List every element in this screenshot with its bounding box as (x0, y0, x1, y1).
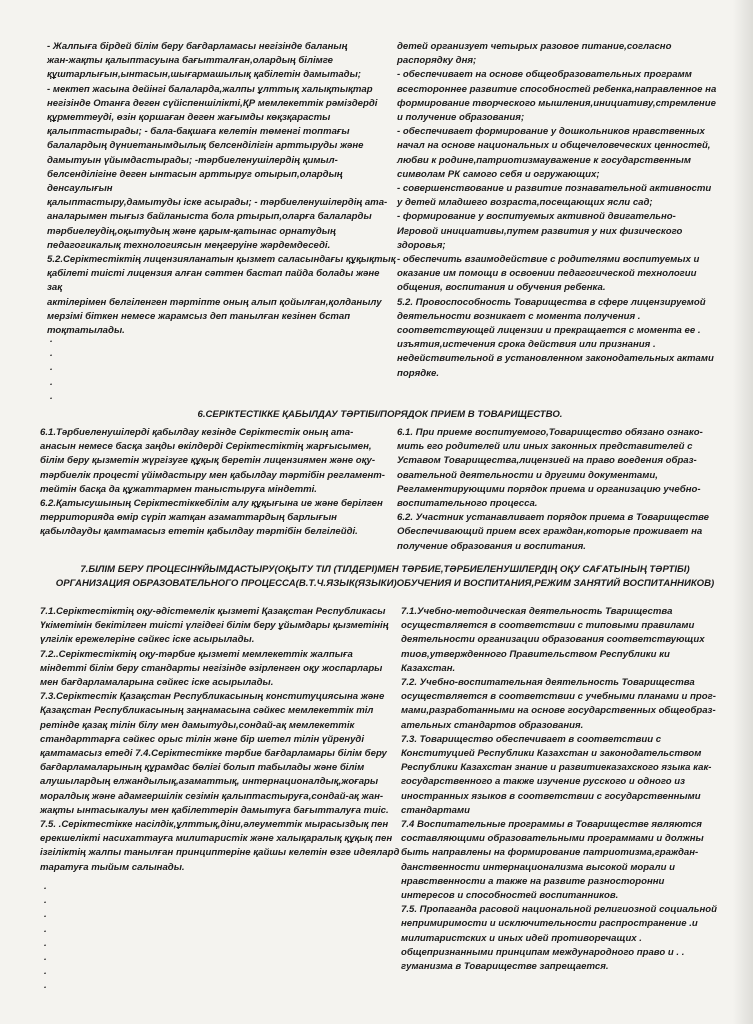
text-line: гуманизма в Товариществе запрещается. (401, 961, 609, 973)
text-line: тиов,утвержденного Правительством Республики ки (401, 648, 670, 660)
list-dot-marker: . (44, 937, 47, 949)
text-line: начал на основе национальных и общечеловеческих ценностей, (397, 140, 711, 152)
text-line: составляющими образовательными программами и должны (401, 833, 704, 845)
text-line: Казахстан. (401, 662, 456, 674)
text-line: 7.5. Пропаганда расовой национальной религиозной социальной (401, 904, 717, 916)
text-line: таратуға тыйым салынады. (40, 861, 185, 873)
section6-russian-column (397, 426, 732, 554)
text-line: здоровья; (397, 239, 446, 251)
section7-heading-kazakh: 7.БІЛІМ БЕРУ ПРОЦЕСІНҰЙЫМДАСТЫРУ(ОҚЫТУ ТІЛ (ТІЛДЕРІ)МЕН ТӘРБИЕ,ТӘРБИЕЛЕНУШІЛЕРДІҢ ОҚУ САҒАТЫНЫҢ ТӘРТІБІ) (80, 564, 690, 575)
list-dot-marker: . (44, 951, 47, 963)
text-line: стандартами (401, 804, 470, 816)
text-line: формирование творческого мышления,инициативу,стремление (397, 97, 716, 109)
text-line: қабілеті тиісті лицензия алған сәттен бастап пайда болады және зақ (47, 268, 380, 294)
text-line: тәрбиелеудің,оқытудың және қарым-қатынас орнатудың (47, 225, 336, 237)
text-line: Уставом Товарищества,лицензией на право воедения образ- (397, 455, 697, 467)
text-line: білім беру қызметін жүргізуге құқық беретін лицензиямен және оқу- (40, 455, 376, 467)
text-line: 7.3. Товарищество обеспечивает в соответствии с (401, 733, 662, 745)
list-dot-marker: . (44, 923, 47, 935)
text-line: белсенділігіне деген ынтасын арттыруг отырып,олардың денсаулығын (47, 168, 343, 195)
text-line: - совершенствование и развитие познавательной активности (397, 183, 712, 195)
text-line: интересов и способностей воспитанников. (401, 890, 619, 902)
list-dot-marker: . (44, 881, 47, 892)
text-line: данственности интернационализма высокой морали и (401, 861, 675, 873)
text-line: нравственности а также на развите разносторонни (401, 875, 665, 887)
text-line: қабылдауды қамтамасыз ететін қабылдау тәртібін белгілейді. (40, 526, 358, 538)
list-dot-marker: . (44, 909, 47, 921)
text-line: общения, воспитания и обучения ребенка. (397, 282, 606, 294)
text-line: - обеспечить взаимодействие с родителями воспитуемых и (397, 254, 700, 266)
text-line: Республики Казахстан знание и развитиеказахского языка как- (401, 762, 712, 774)
text-line: педагогикалық технологиясын меңгеруіне жәрдемдеседі. (47, 239, 331, 251)
text-line: тоқтатылады. (47, 325, 125, 337)
section7-heading-russian: ОРГАНИЗАЦИЯ ОБРАЗОВАТЕЛЬНОГО ПРОЦЕССА(В.Т.Ч.ЯЗЫК(ЯЗЫКИ)ОБУЧЕНИЯ И ВОСПИТАНИЯ,РЕЖИМ ЗАНЯТИЙ ВОСПИТАННИКОВ) (55, 578, 715, 589)
text-line: порядке. (397, 367, 440, 379)
text-line: - обеспечивает формирование у дошкольников нравственных (397, 126, 705, 138)
list-dot-marker: . (50, 376, 53, 388)
text-line: 6.2. Участник устанавливает порядок приема в Товариществе (397, 512, 710, 524)
text-line: бағдарламаларының құрамдас бөлігі болып табылады және білім (40, 762, 365, 774)
list-dot-marker: . (44, 980, 47, 992)
text-line: деятельности возникает с момента получения . (397, 310, 641, 322)
text-line: ретінде қазақ тілін білу мен дамытуды,сондай-ақ мемлекеттік (40, 719, 355, 731)
text-line: милитаристских и иных идей противоречащих . (401, 932, 642, 944)
text-line: тейтін басқа да құжаттармен таныстыруға міндетті. (40, 483, 317, 495)
text-line: государственного а также изучение русского и одного из (401, 776, 686, 788)
text-line: - формирование у воспитуемых активной двигательно- (397, 211, 676, 223)
text-line: ерекшелікті насихаттауға милитаристік және халықаралық құқық пен (40, 833, 393, 845)
text-line: воспитательного процесса. (397, 498, 538, 510)
text-line: Регламентирующими порядок приема и организацию учебно- (397, 483, 701, 495)
text-line: қамтамасыз етеді 7.4.Серіктестікке тәрбие бағдарламары білім беру (40, 748, 387, 760)
text-line: изъятия,истечения срока действия или признания . (397, 339, 656, 351)
section5-kazakh-column (47, 40, 397, 338)
text-line: құрметтеуді, өзін қоршаған деген жағымды көқзқарасты (47, 112, 331, 124)
text-line: овательной деятельности и другими документами, (397, 469, 658, 481)
text-line: любви к родине,патриотизмауважение к государственным (397, 154, 691, 166)
text-line: Үкіметімін бекітілген тиісті үлгідегі білім беру ұйымдары қызметінің (40, 620, 389, 632)
text-line: 7.5. .Серіктестікке насілдік,ұлттық,діни,әлеуметтік мырасыздық пен (40, 819, 389, 831)
text-line: 7.2. Учебно-воспитательная деятельность Товарищества (401, 677, 695, 689)
text-line: 7.2..Серіктестіктің оқу-тәрбие қызметі мемлекеттік жалпыға (40, 648, 353, 660)
list-dot-marker: . (44, 966, 47, 978)
text-line: міндетті білім беру стандарты негізінде әзірленген оқу жоспарлары (40, 662, 383, 674)
text-line: и получение образования; (397, 112, 525, 124)
text-line: ательных стандартов образования. (401, 719, 584, 731)
text-line: быть направлены на формирование патриотизма,граждан- (401, 847, 699, 859)
text-line: оказание им помощи в освоении педагогической технологии (397, 268, 697, 280)
text-line: символам РК самого себя и огружающих; (397, 168, 600, 180)
text-line: ізгіліктің жалпы танылған принциптеріне қайшы келетін өзге идеялард (40, 847, 400, 859)
text-line: соответствующей лицензии и прекращается с момента ее . (397, 325, 701, 337)
list-dot-marker: . (44, 895, 47, 907)
text-line: анасын немесе басқа заңды өкілдерді Серіктестіктің жарғысымен, (40, 441, 372, 453)
text-line: жақты ынтасыкалуы мен қабілеттерін дамытуға бағытталуға тиіс. (40, 804, 389, 816)
section5-kazakh-markers (50, 333, 60, 404)
text-line: территорияда өмір сүріп жатқан азаматтардың барлығын (40, 512, 337, 524)
text-line: общепризнанными принципам международного право и . . (401, 946, 685, 958)
text-line: мить его родителей или иных законных представителей с (397, 441, 693, 453)
text-line: мерзімі біткен немесе жарамсыз деп танылған кезінен бстап (47, 310, 351, 322)
text-line: осуществляется в соответствии с учебными планами и прог- (401, 691, 716, 703)
text-line: қалыптастырады; - бала-бақшаға келетін төменгі топтағы (47, 126, 350, 138)
text-line: 5.2.Серіктестіктің лицензияланатын қызмет саласындағы құқықтық (47, 254, 396, 266)
text-line: балалардың дүниетанымдылық белсенділігін арттыруды және (47, 140, 364, 152)
section6-kazakh-column (40, 426, 395, 540)
text-line: дамытуын үйымдастырады; -тәрбиеленушілердің қимыл- (47, 154, 338, 166)
text-line: 6.1.Тәрбиеленушілерді қабылдау кезінде Серіктестік оның ата- (40, 427, 354, 438)
text-line: 7.3.Серіктестік Қазақстан Республикасының конституциясына және (40, 691, 385, 703)
text-line: всестороннее развитие способностей ребенка,направленное на (397, 83, 717, 95)
text-line: 6.2.Қатысушының Серіктестіккебілім алу құқығына ие және берілген (40, 498, 383, 510)
text-line: осуществляется в соответствии с типовыми правилами (401, 620, 695, 632)
scan-edge-shadow (733, 0, 753, 1024)
text-line: мами,разработанными на основе государственных общеобраз- (401, 705, 716, 717)
list-dot-marker: . (50, 348, 53, 360)
text-line: алушылардың елжандылық,азаматтық, интернационалдық,жоғары (40, 776, 379, 788)
text-line: негізінде Отанға деген сүйіспеншілікті,ҚР мемлекеттік рәміздерді (47, 97, 378, 109)
section7-russian-column (401, 605, 733, 974)
text-line: получение образования и воспитания. (397, 540, 586, 552)
text-line: аналарымен тығыз байланыста бола ртырып,оларға балаларды (47, 211, 372, 223)
section7-kazakh-column (40, 605, 400, 875)
text-line: - мектеп жасына дейінгі балаларда,жалпы ұлттық халықтықтар (47, 83, 373, 95)
text-line: - Жалпыға бірдей білім беру бағдарламасы негізінде баланың (47, 41, 348, 52)
text-line: у детей младшего возраста,посещающих ясли сад; (397, 197, 653, 209)
text-line: мен бағдарламаларына сәйкес іске асырылады. (40, 677, 274, 689)
section6-heading: 6.СЕРІКТЕСТІККЕ ҚАБЫЛДАУ ТӘРТІБІ/ПОРЯДОК ПРИЕМ В ТОВАРИЩЕСТВО. (197, 409, 563, 420)
text-line: Игровой инициативы,путем развития у них физического (397, 225, 683, 237)
section7-kazakh-markers (44, 880, 54, 994)
list-dot-marker: . (50, 334, 53, 345)
text-line: актілерімен белгіленген тәртіпте оның алып қойылған,қолданылу (47, 296, 382, 308)
text-line: непримиримости и исключительности распространение .и (401, 918, 698, 930)
list-dot-marker: . (50, 362, 53, 374)
list-dot-marker: . (50, 390, 53, 402)
text-line: қалыптастыру,дамытуды іске асырады; - тәрбиеленушілердің ата- (47, 197, 388, 209)
section5-russian-column (397, 40, 732, 381)
text-line: Қазақстан Республикасының заңнамасына сәйкес мемлекеттік тіл (40, 705, 374, 717)
text-line: - обеспечивает на основе общеобразовательных программ (397, 69, 692, 81)
text-line: 6.1. При приеме воспитуемого,Товарищество обязано ознако- (397, 427, 703, 438)
text-line: 7.1.Серіктестіктің оқу-әдістемелік қызметі Қазақстан Республикасы (40, 606, 386, 617)
text-line: иностранных языков в соответствии с государственными (401, 790, 701, 802)
text-line: стандарттарға сәйкес орыс тілін және бір шетел тілін үйренуді (40, 733, 365, 745)
text-line: Конституцией Республики Казахстан и законодательством (401, 748, 702, 760)
text-line: жан-жақты қалыптасуына бағытталған,олардың білімге (47, 55, 333, 67)
text-line: 7.1.Учебно-методическая деятельность Тварищества (401, 606, 673, 617)
text-line: 7.4 Воспитательные программы в Товариществе являются (401, 819, 702, 831)
text-line: деятельности организации образования соответствующих (401, 634, 705, 646)
text-line: 5.2. Провоспособность Товарищества в сфере лицензируемой (397, 296, 706, 308)
text-line: тәрбиелік процесті үйімдастыру мен қабылдау тәртібін регламент- (40, 469, 385, 481)
text-line: моралдық және адамгершілік сезімін қалыптастыруға,сондай-ақ жан- (40, 790, 384, 802)
text-line: недействительной в установленном законодательных актами (397, 353, 714, 365)
text-line: детей организует четырых разовое питание,согласно (397, 41, 672, 52)
text-line: Обеспечивающий прием всех граждан,которые проживает на (397, 526, 703, 538)
text-line: распорядку дня; (397, 55, 477, 67)
text-line: құштарлығын,ынтасын,шығармашылық қабілетін дамытады; (47, 69, 362, 81)
text-line: үлгілік ережелеріне сәйкес іске асырылады. (40, 634, 255, 646)
